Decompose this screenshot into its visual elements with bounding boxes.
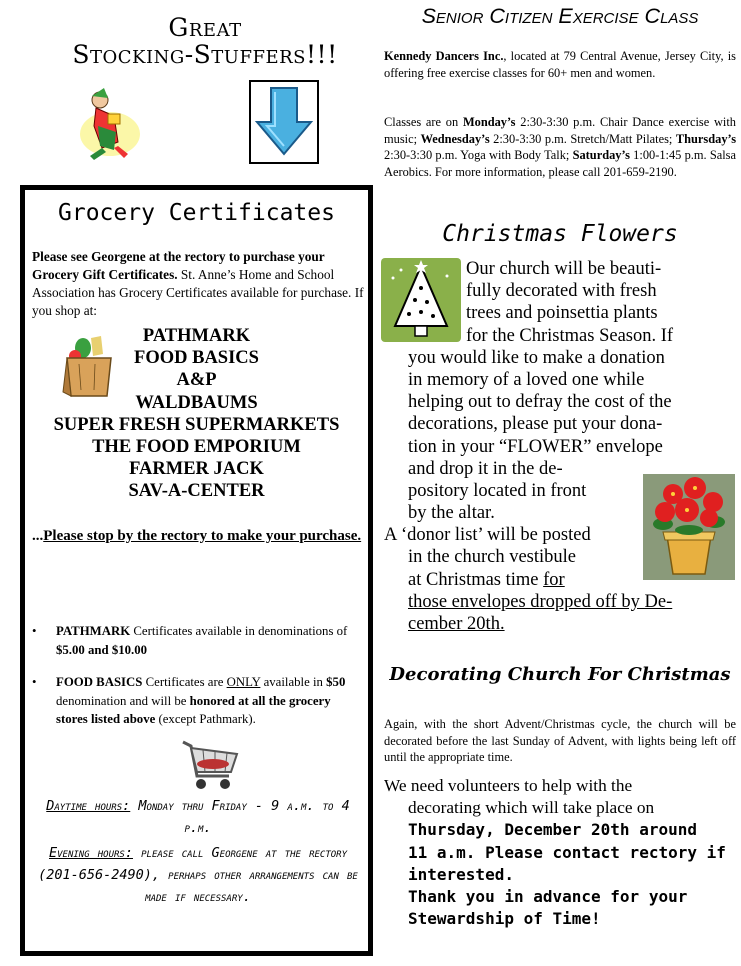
- text-line: fully decorated with fresh: [466, 281, 657, 302]
- senior-paragraph-1: [384, 48, 736, 81]
- certificates-heading: Grocery Certificates: [58, 200, 335, 226]
- store-item: FARMER JACK: [129, 459, 264, 480]
- christmas-flowers-title: Christmas Flowers: [442, 221, 678, 247]
- text-line: cember 20th.: [408, 614, 505, 634]
- bold-line: interested.: [408, 864, 514, 884]
- text-line: pository located in front: [408, 480, 587, 501]
- text-line: you would like to make a donation: [408, 347, 665, 368]
- bold-line: 11 a.m. Please contact rectory if: [408, 842, 726, 862]
- stocking-stuffers-title: [40, 14, 370, 68]
- text-line: in memory of a loved one while: [408, 369, 645, 390]
- store-item: SAV-A-CENTER: [128, 481, 265, 502]
- store-item: FOOD BASICS: [134, 348, 259, 369]
- bullet-text: denomination and will be: [56, 693, 190, 708]
- paragraph-text: 2:30-3:30 p.m. Stretch/Matt Pilates;: [489, 131, 676, 146]
- stop-prefix: ...: [32, 528, 44, 544]
- bold-line: Stewardship of Time!: [408, 909, 601, 929]
- evening-hours: [29, 842, 367, 908]
- bullet-amount: $50: [326, 675, 346, 689]
- bullet-text: (except Pathmark).: [155, 712, 256, 726]
- intro-bold: Please see Georgene at the rectory to purchase your Grocery Gift Certificates.: [32, 249, 325, 282]
- text-line: A ‘donor list’ will be posted: [384, 525, 591, 546]
- title-line-2: Stocking-Stuffers!!!: [72, 40, 338, 69]
- text-line: [384, 819, 736, 841]
- day-name: Thursday’s: [675, 131, 737, 146]
- text-line: by the altar.: [408, 503, 495, 524]
- text-line: decorations, please put your dona-: [408, 414, 663, 435]
- text-line: and drop it in the de-: [408, 458, 563, 479]
- paragraph-text: 1:00-1:45 p.m. Salsa Aerobics. For more information, please call 201-659-2190.: [384, 148, 736, 179]
- day-name: Saturday’s: [572, 148, 630, 162]
- bullet-bold: PATHMARK: [56, 624, 131, 638]
- evening-label: Evening hours:: [48, 845, 133, 861]
- org-name: Kennedy Dancers Inc.: [384, 49, 504, 63]
- text-line: those envelopes dropped off by De-: [408, 591, 673, 612]
- down-arrow-icon: [249, 80, 319, 164]
- list-item: [32, 673, 362, 729]
- text-line: We need volunteers to help with the: [384, 776, 633, 795]
- daytime-label: Daytime hours:: [46, 798, 131, 814]
- day-name: Wednesday’s: [420, 131, 490, 146]
- bullet-amounts: $5.00 and $10.00: [56, 642, 148, 657]
- text-line: Our church will be beauti-: [466, 259, 662, 279]
- text-line: [384, 842, 736, 864]
- evening-text: please call Georgene at the rectory (201-656-2490), perhaps other arrangements can be made if necessary.: [38, 845, 358, 905]
- title-line-1: Great: [168, 13, 242, 42]
- bullet-only: ONLY: [226, 675, 261, 689]
- grocery-certificates-box: [20, 185, 373, 956]
- paragraph-text: 2:30-3:30 p.m. Chair Dance exercise with music;: [384, 115, 736, 146]
- text-line: for the Christmas Season. If: [466, 325, 674, 346]
- text-line: [384, 886, 736, 908]
- christmas-flowers-text: [384, 258, 736, 635]
- store-item: WALDBAUMS: [135, 392, 258, 413]
- bullet-text: Certificates are: [142, 675, 227, 689]
- store-item: A&P: [176, 370, 217, 391]
- stop-by-message: [32, 525, 362, 547]
- text-line: [384, 908, 736, 930]
- text-line: helping out to defray the cost of the: [408, 392, 672, 413]
- day-name: Monday’s: [462, 115, 516, 129]
- bullet-bold: FOOD BASICS: [56, 675, 143, 689]
- text-line: tion in your “FLOWER” envelope: [408, 436, 663, 457]
- certificates-intro: [32, 248, 372, 320]
- paragraph-text: Classes are on: [384, 115, 463, 129]
- text-line: trees and poinsettia plants: [466, 303, 658, 324]
- daytime-text: Monday thru Friday - 9 a.m. to 4 p.m.: [130, 798, 350, 836]
- shopping-cart-icon: [177, 736, 241, 796]
- paragraph-text: 2:30-3:30 p.m. Yoga with Body Talk;: [384, 148, 573, 162]
- stop-text: Please stop by the rectory to make your purchase.: [43, 528, 362, 544]
- store-item: SUPER FRESH SUPERMARKETS: [53, 414, 340, 435]
- daytime-hours: [29, 795, 367, 839]
- list-item: [32, 622, 362, 659]
- bullet-text: available in: [260, 675, 327, 689]
- bullet-text: Certificates available in denominations of: [130, 624, 348, 638]
- text-line: [384, 864, 736, 886]
- grocery-bag-icon: [61, 334, 117, 400]
- text-line: decorating which will take place on: [408, 798, 655, 818]
- decorating-church-title: Decorating Church For Christmas: [389, 664, 731, 685]
- bullet-bold: honored at all the grocery stores listed above: [56, 693, 331, 726]
- certificate-details: [32, 622, 362, 743]
- text-segment: for: [543, 569, 565, 590]
- senior-paragraph-2: [384, 114, 736, 180]
- intro-text: St. Anne’s Home and School Association has Grocery Certificates available for purchase. If you shop at:: [32, 267, 364, 318]
- decorating-paragraph: Again, with the short Advent/Christmas cycle, the church will be decorated before the last Sunday of Advent, with lights being left off until the appropriate time.: [384, 717, 736, 764]
- bold-line: Thursday, December 20th around: [408, 820, 697, 840]
- senior-exercise-title: Senior Citizen Exercise Class: [421, 4, 699, 28]
- store-item: THE FOOD EMPORIUM: [92, 437, 301, 458]
- paragraph-text: , located at 79 Central Avenue, Jersey City, is offering free exercise classes for 60+ men and women.: [384, 49, 736, 80]
- text-line: in the church vestibule: [408, 547, 576, 568]
- bold-line: Thank you in advance for your: [408, 887, 688, 907]
- text-segment: at Christmas time: [408, 569, 544, 590]
- elf-gift-icon: [74, 86, 144, 166]
- text-line: [384, 569, 736, 591]
- volunteers-message: [384, 775, 736, 930]
- store-item: PATHMARK: [142, 326, 251, 346]
